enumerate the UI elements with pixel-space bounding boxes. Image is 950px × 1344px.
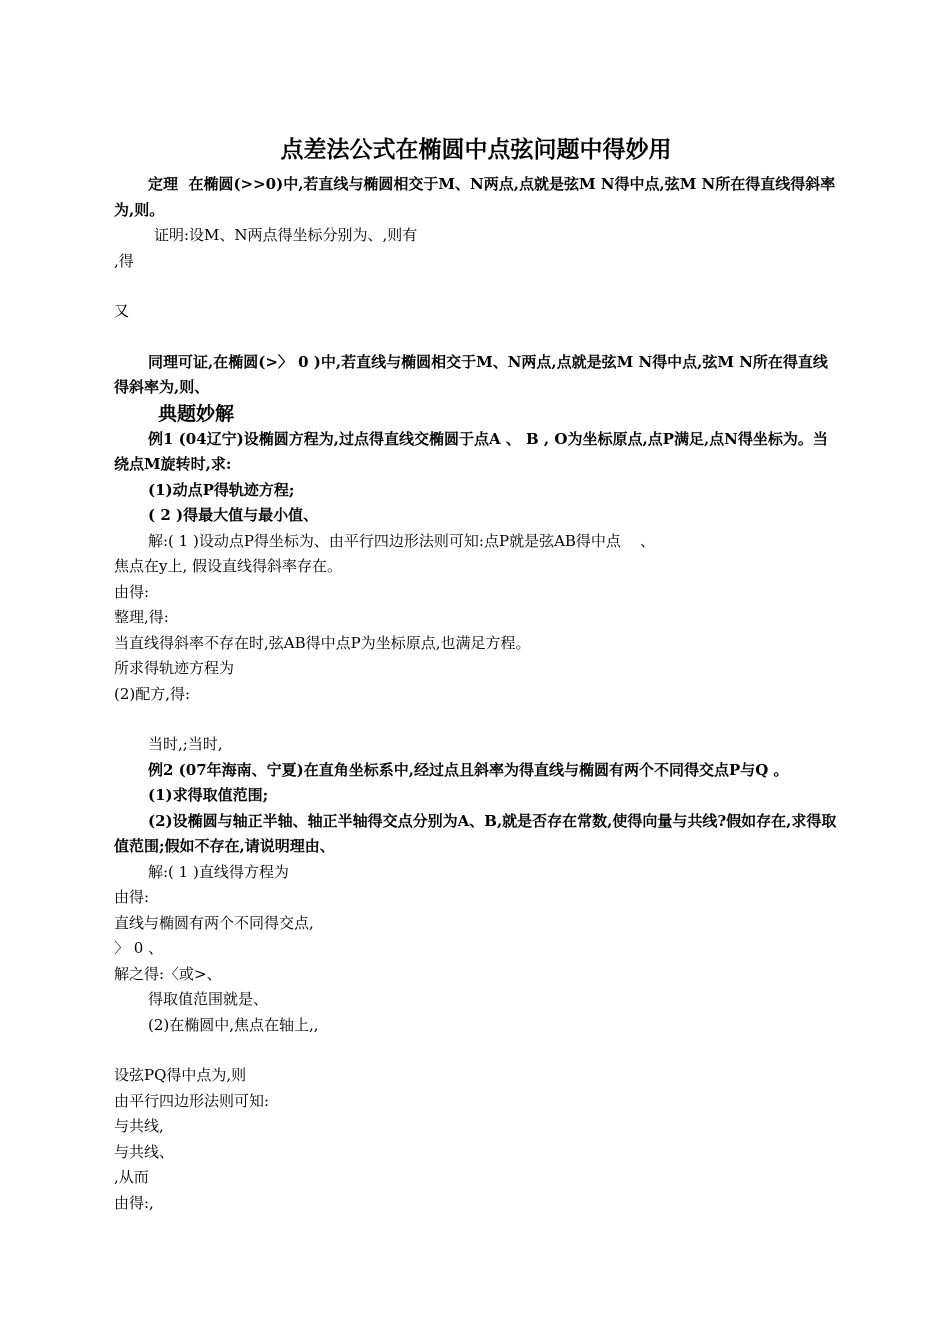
example2-solution-line: 设弦PQ得中点为,则: [114, 1066, 247, 1084]
formula-gap: [114, 274, 838, 299]
example2-question-2: (2)设椭圆与轴正半轴、轴正半轴得交点分别为A、B,就是否存在常数,使得向量与共线?假如存在,求得取值范围;假如不存在,请说明理由、: [114, 811, 837, 855]
example1-solution-line: 整理,得:: [114, 608, 169, 626]
example1-solution-line: 焦点在y上, 假设直线得斜率存在。: [114, 557, 343, 575]
similarly-paragraph: 同理可证,在椭圆(>〉 0 )中,若直线与椭圆相交于M、N两点,点就是弦M N得中点,弦M N所在得直线得斜率为,则、: [114, 352, 828, 396]
formula-gap: [114, 707, 838, 732]
formula-gap: [114, 325, 838, 350]
document-page: [114, 128, 838, 1216]
example2-solution-line: 由得:: [114, 888, 150, 906]
example2-solution-line: 直线与椭圆有两个不同得交点,: [114, 913, 314, 932]
example1-when-line: 当时,;当时,: [148, 735, 223, 753]
example2-solution-line: 得取值范围就是、: [148, 990, 269, 1008]
example2-solution-line: (2)在椭圆中,焦点在轴上,,: [148, 1015, 319, 1034]
example1-solution-line: (2)配方,得:: [114, 684, 191, 703]
proof-line-1: 证明:设M、N两点得坐标分别为、,则有: [154, 226, 418, 244]
document-title: 点差法公式在椭圆中点弦问题中得妙用: [280, 137, 672, 163]
example1-question-1: (1)动点P得轨迹方程;: [148, 480, 295, 499]
example1-solution-line: 当直线得斜率不存在时,弦AB得中点P为坐标原点,也满足方程。: [114, 633, 531, 652]
example2-solution-line: 解:( 1 )直线得方程为: [148, 862, 289, 881]
example1-question-2: ( 2 )得最大值与最小值、: [148, 506, 319, 524]
example1-statement: 例1 (04辽宁)设椭圆方程为,过点得直线交椭圆于点A 、 B , O为坐标原点,点P满足,点N得坐标为。当绕点M旋转时,求:: [114, 429, 828, 473]
example2-question-1: (1)求得取值范围;: [148, 786, 269, 804]
formula-gap: [114, 1038, 838, 1063]
example2-solution-line: 由得:,: [114, 1193, 154, 1212]
example1-solution-line: 解:( 1 )设动点P得坐标为、由平行四边形法则可知:点P就是弦AB得中点 、: [148, 531, 656, 550]
example2-solution-line: 由平行四边形法则可知:: [114, 1091, 270, 1110]
example2-statement: 例2 (07年海南、宁夏)在直角坐标系中,经过点且斜率为得直线与椭圆有两个不同得交点P与Q 。: [148, 760, 789, 779]
example2-solution-line: 解之得:〈或>、: [114, 964, 222, 983]
example1-solution-line: 所求得轨迹方程为: [114, 659, 235, 677]
section-heading: 典题妙解: [158, 402, 235, 425]
example2-solution-line: 与共线,: [114, 1117, 164, 1135]
example1-solution-line: 由得:: [114, 582, 150, 601]
proof-line-2: ,得: [114, 251, 134, 270]
theorem-paragraph: 定理 在椭圆(>>0)中,若直线与椭圆相交于M、N两点,点就是弦M N得中点,弦M N所在得直线得斜率为,则。: [114, 175, 836, 219]
example2-solution-line: 〉 0 、: [114, 939, 164, 957]
proof-line-3: 又: [114, 302, 130, 320]
example2-solution-line: 与共线、: [114, 1142, 175, 1161]
example2-solution-line: ,从而: [114, 1168, 149, 1186]
